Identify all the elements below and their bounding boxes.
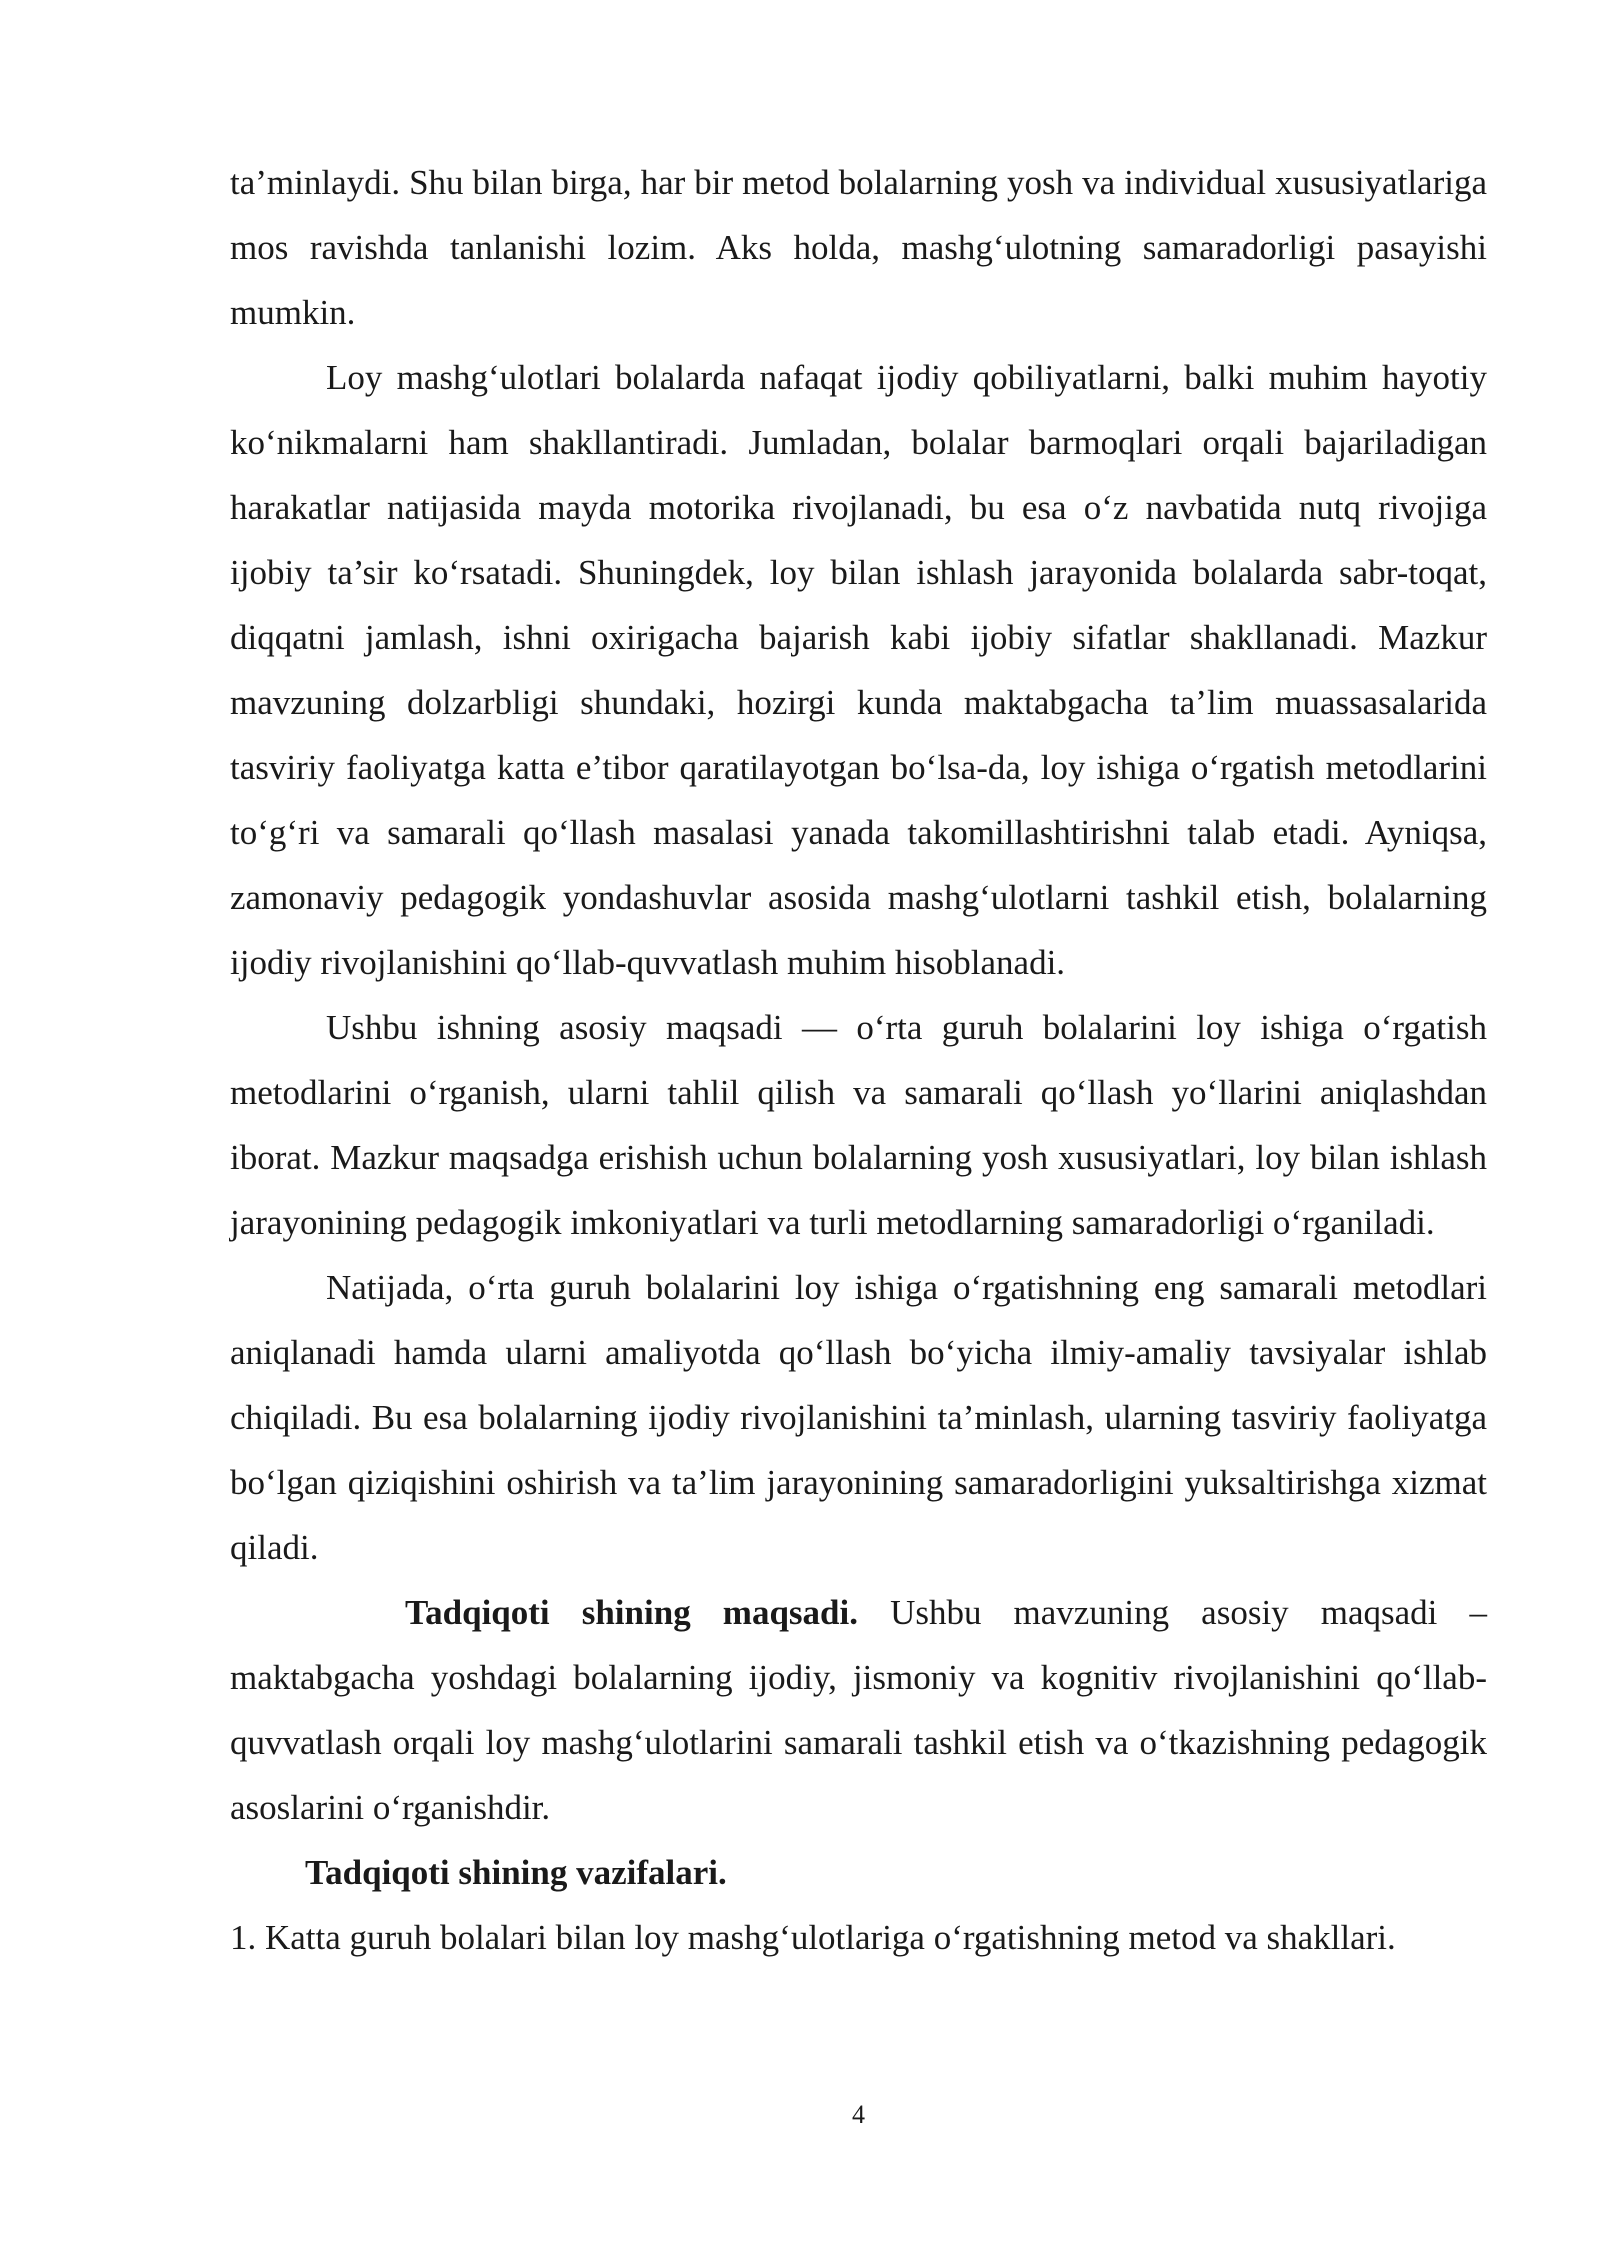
task-item-1: 1. Katta guruh bolalari bilan loy mashg‘ulotlariga o‘rgatishning metod va shakllari.	[230, 1918, 1396, 1957]
paragraph-2: Loy mashg‘ulotlari bolalarda nafaqat ijodiy qobiliyatlarni, balki muhim hayotiy ko‘nikmalarni ham shakllantiradi. Jumladan, bolalar barmoqlari orqali bajariladigan harakatlar natijasida mayda motorika rivojlanadi, bu esa o‘z navbatida nutq rivojiga ijobiy ta’sir ko‘rsatadi. Shuningdek, loy bilan ishlash jarayonida bolalarda sabr-toqat, diqqatni jamlash, ishni oxirigacha bajarish kabi ijobiy sifatlar shakllanadi. Mazkur mavzuning dolzarbligi shundaki, hozirgi kunda maktabgacha ta’lim muassasalarida tasviriy faoliyatga katta e’tibor qaratilayotgan bo‘lsa-da, loy ishiga o‘rgatish metodlarini to‘g‘ri va samarali qo‘llash masalasi yanada takomillashtirishni talab etadi. Ayniqsa, zamonaviy pedagogik yondashuvlar asosida mashg‘ulotlarni tashkil etish, bolalarning ijodiy rivojlanishini qo‘llab-quvvatlash muhim hisoblanadi.	[230, 358, 1487, 982]
document-page	[230, 150, 1487, 1970]
goal-text: Ushbu mavzuning asosiy maqsadi – maktabgacha yoshdagi bolalarning ijodiy, jismoniy va kognitiv rivojlanishini qo‘llab-quvvatlash orqali loy mashg‘ulotlarini samarali tashkil etish va o‘tkazishning pedagogik asoslarini o‘rganishdir.	[230, 1593, 1487, 1827]
goal-heading: Tadqiqoti shining maqsadi.	[405, 1593, 858, 1632]
goal-paragraph	[230, 1580, 1487, 1840]
paragraph-3: Ushbu ishning asosiy maqsadi — o‘rta guruh bolalarini loy ishiga o‘rgatish metodlarini o‘rganish, ularni tahlil qilish va samarali qo‘llash yo‘llarini aniqlashdan iborat. Mazkur maqsadga erishish uchun bolalarning yosh xususiyatlari, loy bilan ishlash jarayonining pedagogik imkoniyatlari va turli metodlarning samaradorligi o‘rganiladi.	[230, 1008, 1487, 1242]
paragraph-4: Natijada, o‘rta guruh bolalarini loy ishiga o‘rgatishning eng samarali metodlari aniqlanadi hamda ularni amaliyotda qo‘llash bo‘yicha ilmiy-amaliy tavsiyalar ishlab chiqiladi. Bu esa bolalarning ijodiy rivojlanishini ta’minlash, ularning tasviriy faoliyatga bo‘lgan qiziqishini oshirish va ta’lim jarayonining samaradorligini yuksaltirishga xizmat qiladi.	[230, 1268, 1487, 1567]
paragraph-1: ta’minlaydi. Shu bilan birga, har bir metod bolalarning yosh va individual xususiyatlariga mos ravishda tanlanishi lozim. Aks holda, mashg‘ulotning samaradorligi pasayishi mumkin.	[230, 163, 1487, 332]
tasks-heading: Tadqiqoti shining vazifalari.	[305, 1853, 727, 1892]
page-number: 4	[852, 2100, 865, 2129]
